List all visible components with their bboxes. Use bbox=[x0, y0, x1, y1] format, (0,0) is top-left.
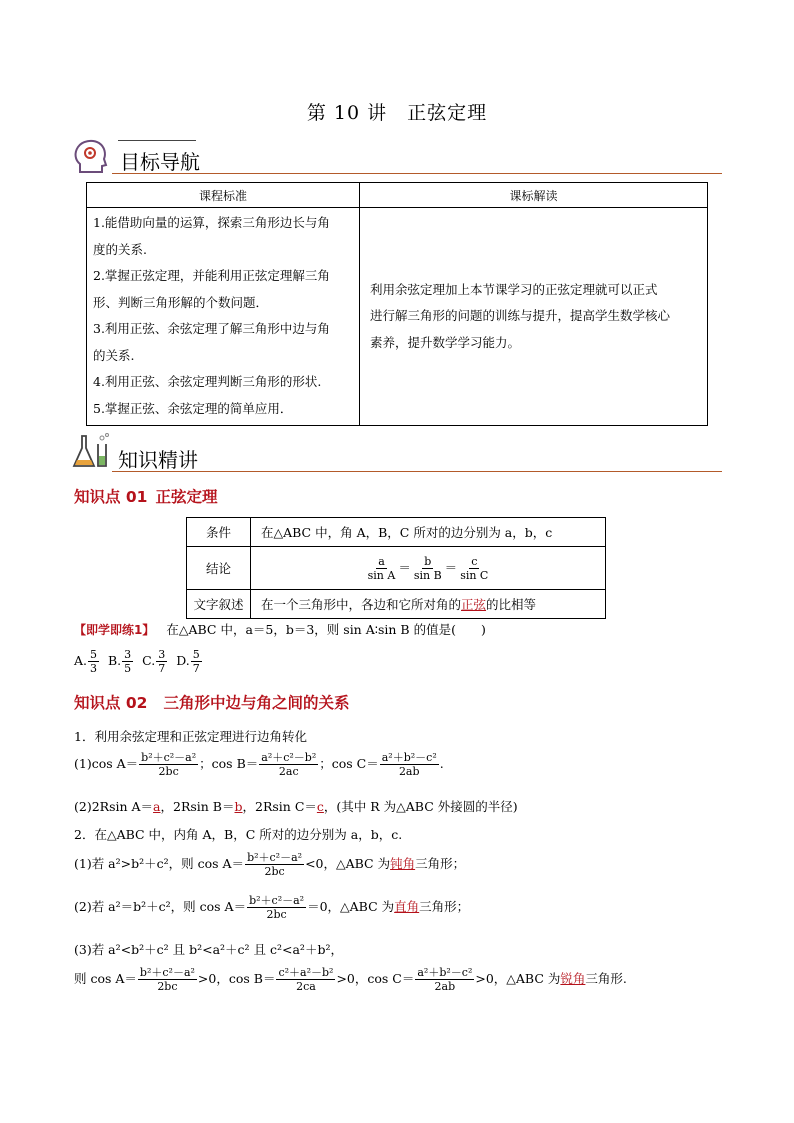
standard-line: 4.利用正弦、余弦定理判断三角形的形状. bbox=[93, 374, 322, 389]
formula-line: (1)cos A＝ $\frac{\text{b²＋c²－a²}}{2bc}$ ；cos B＝ $\frac{\text{a²＋c²－b²}}{2ac}$ ；cos C＝ $\frac{\text{a²＋b²－c²}}{2ab}$ . bbox=[74, 751, 444, 778]
subheading: 1．利用余弦定理和正弦定理进行边角转化 bbox=[74, 729, 307, 744]
section-title: 目标导航 bbox=[120, 150, 200, 174]
knowledge-point-heading bbox=[74, 485, 217, 507]
fraction: $\frac{c}{\text{sin C}}$ bbox=[460, 554, 489, 582]
formula-line: (2)若 a²＝b²＋c²，则 cos A＝ $\frac{\text{b²＋c²－a²}}{2bc}$ ＝0，△ABC 为直角三角形； bbox=[74, 894, 470, 921]
interpretation-line: 利用余弦定理加上本节课学习的正弦定理就可以正式 bbox=[370, 281, 658, 297]
formula-line: (3)若 a²<b²＋c² 且 b²<a²＋c² 且 c²<a²＋b²， bbox=[74, 942, 343, 957]
answer-options bbox=[74, 648, 203, 675]
standards-cell bbox=[87, 208, 360, 426]
column-header: 课标解读 bbox=[360, 183, 708, 208]
knowledge-point-heading bbox=[74, 691, 349, 713]
standard-line: 度的关系. bbox=[93, 241, 147, 257]
interpretation-line: 进行解三角形的问题的训练与提升，提高学生数学核心 bbox=[370, 308, 671, 324]
row-label: 结论 bbox=[187, 547, 251, 590]
kp-number: 知识点 02 bbox=[74, 694, 148, 712]
formula-line: 则 cos A＝ $\frac{\text{b²＋c²－a²}}{2bc}$ >0，cos B＝ $\frac{\text{c²＋a²－b²}}{2ca}$ >0，cos C＝ $\frac{\text{a²＋b²－c²}}{2ab}$ >0，△ABC 为锐角三角形. bbox=[74, 966, 627, 993]
interpretation-line: 素养，提升数学学习能力。 bbox=[370, 334, 521, 350]
section-title: 知识精讲 bbox=[118, 448, 198, 472]
fraction: $\frac{a}{\text{sin A}}$ bbox=[367, 554, 396, 582]
flask-icon bbox=[72, 432, 112, 472]
interpretation-cell bbox=[360, 208, 708, 426]
section-header-knowledge bbox=[72, 438, 722, 472]
fraction: $\frac{\text{b²＋c²－a²}}{2bc}$ bbox=[141, 751, 197, 778]
option-a[interactable]: A. $\frac{5}{3}$ bbox=[74, 648, 98, 675]
condition-text: 在△ABC 中，角 A，B，C 所对的边分别为 a，b，c bbox=[251, 518, 606, 547]
fraction: $\frac{\text{a²＋b²－c²}}{2ab}$ bbox=[381, 751, 437, 778]
kp-name: 三角形中边与角之间的关系 bbox=[163, 694, 350, 712]
option-b[interactable]: B. $\frac{3}{5}$ bbox=[108, 648, 132, 675]
conclusion-formula: $\frac{a}{\text{sin A}}$ ＝ $\frac{b}{\text{sin B}}$ ＝ $\frac{c}{\text{sin C}}$ bbox=[251, 547, 606, 590]
description-text: 在一个三角形中，各边和它所对角的正弦的比相等 bbox=[251, 590, 606, 619]
practice-question bbox=[74, 620, 486, 638]
section-header-goals bbox=[72, 140, 722, 174]
standard-line: 1.能借助向量的运算，探索三角形边长与角 bbox=[93, 215, 330, 230]
fraction: $\frac{b}{\text{sin B}}$ bbox=[413, 554, 442, 582]
sine-law-table bbox=[186, 517, 606, 619]
kp-number: 知识点 01 bbox=[74, 488, 148, 506]
page-title: 第 10 讲 正弦定理 bbox=[306, 102, 488, 124]
formula-line: (1)若 a²>b²＋c²，则 cos A＝ $\frac{\text{b²＋c²－a²}}{2bc}$ <0，△ABC 为钝角三角形； bbox=[74, 851, 466, 878]
head-gear-icon bbox=[72, 138, 110, 174]
standards-table bbox=[86, 182, 708, 426]
fraction: $\frac{\text{c²＋a²－b²}}{2ca}$ bbox=[278, 966, 334, 993]
standard-line: 2.掌握正弦定理，并能利用正弦定理解三角 bbox=[93, 268, 330, 283]
standard-line: 3.利用正弦、余弦定理了解三角形中边与角 bbox=[93, 321, 330, 336]
option-c[interactable]: C. $\frac{3}{7}$ bbox=[142, 648, 166, 675]
standard-line: 形、判断三角形解的个数问题． bbox=[93, 294, 269, 310]
fraction: $\frac{\text{b²＋c²－a²}}{2bc}$ bbox=[139, 966, 195, 993]
row-label: 文字叙述 bbox=[187, 590, 251, 619]
kp-name: 正弦定理 bbox=[155, 488, 218, 506]
fraction: $\frac{\text{b²＋c²－a²}}{2bc}$ bbox=[247, 851, 303, 878]
formula-line: (2)2Rsin A＝a，2Rsin B＝b，2Rsin C＝c，(其中 R 为△ABC 外接圆的半径) bbox=[74, 799, 518, 814]
fraction: $\frac{\text{b²＋c²－a²}}{2bc}$ bbox=[249, 894, 305, 921]
question-text: 在△ABC 中，a＝5，b＝3，则 sin A∶sin B 的值是( ) bbox=[166, 622, 486, 637]
column-header: 课程标准 bbox=[87, 183, 360, 208]
fraction: $\frac{\text{a²＋c²－b²}}{2ac}$ bbox=[261, 751, 317, 778]
fraction: $\frac{\text{a²＋b²－c²}}{2ab}$ bbox=[417, 966, 473, 993]
practice-tag: 【即学即练1】 bbox=[74, 623, 155, 637]
subheading: 2．在△ABC 中，内角 A，B，C 所对的边分别为 a，b，c. bbox=[74, 827, 403, 842]
standard-line: 5.掌握正弦、余弦定理的简单应用． bbox=[93, 400, 293, 416]
row-label: 条件 bbox=[187, 518, 251, 547]
option-d[interactable]: D. $\frac{5}{7}$ bbox=[176, 648, 200, 675]
standard-line: 的关系. bbox=[93, 347, 135, 363]
